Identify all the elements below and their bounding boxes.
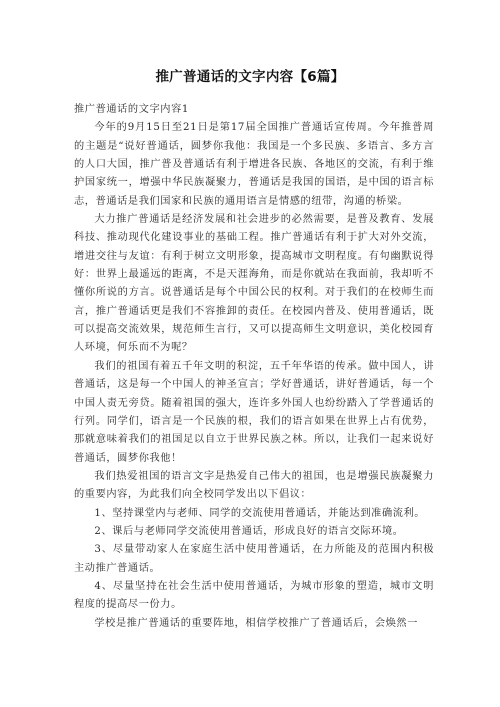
paragraph-5: 学校是推广普通话的重要阵地，相信学校推广了普通话后，会焕然一: [94, 617, 419, 629]
list-item-3: 3、尽量带动家人在家庭生活中使用普通话，在力所能及的范围内积极主动推广普通话。: [74, 544, 434, 574]
list-item-4: 4、尽量坚持在社会生活中使用普通话，为城市形象的塑造，城市文明程度的提高尽一份力。: [74, 580, 434, 611]
section-subtitle: 推广普通话的文字内容1: [74, 104, 189, 115]
list-item-2: 2、课后与老师同学交流使用普通话，形成良好的语言交际环境。: [94, 525, 404, 537]
paragraph-3: 我们的祖国有着五千年文明的积淀，五千年华语的传承。做中国人，讲普通话，这是每一个中国人的神圣宣言；学好普通话，讲好普通话，每一个中国人责无旁贷。随着祖国的强大，连许多外国人也纷纷踏入了学普通话的行列。同学们，语言是一个民族的根，我们的语言如果在世界上占有优势，那就意味着我们的祖国足以自立于世界民族之林。所以，让我们一起来说好普通话，圆梦你我他！: [74, 360, 434, 464]
paragraph-1: 今年的9月15日至21日是第17届全国推广普通话宣传周。今年推普周的主题是“说好普通话，圆梦你我他：我国是一个多民族、多语言、多方言的人口大国，推广普及普通话有利于增进各民族、各地区的交流，有利于维护国家统一，增强中华民族凝聚力，普通话是我国的国语，是中国的语言标志，普通话是我们国家和民族的通用语言是情感的纽带，沟通的桥梁。: [74, 122, 434, 207]
paragraph-4: 我们热爱祖国的语言文字是热爱自己伟大的祖国，也是增强民族凝聚力的重要内容，为此我们向全校同学发出以下倡议：: [74, 470, 434, 501]
list-item-1: 1、坚持课堂内与老师、同学的交流使用普通话，并能达到准确流利。: [94, 507, 426, 519]
paragraph-2: 大力推广普通话是经济发展和社会进步的必然需要，是普及教育、发展科技、推动现代化建设事业的基础工程。推广普通话有利于扩大对外交流，增进交往与友谊：有利于树立文明形象，提高城市文明程度。有句幽默说得好：世界上最遥远的距离，不是天涯海角，而是你就站在我面前，我却听不懂你所说的方言。说普通话是每个中国公民的权利。对于我们的在校师生而言，推广普通话更是我们不容推卸的责任。在校园内普及、使用普通话，既可以提高交流效果，规范师生言行，又可以提高师生文明意识，美化校园育人环境，何乐而不为呢？: [74, 214, 434, 354]
page-title: 推广普通话的文字内容【6篇】: [155, 69, 345, 85]
document-body: [74, 101, 434, 633]
